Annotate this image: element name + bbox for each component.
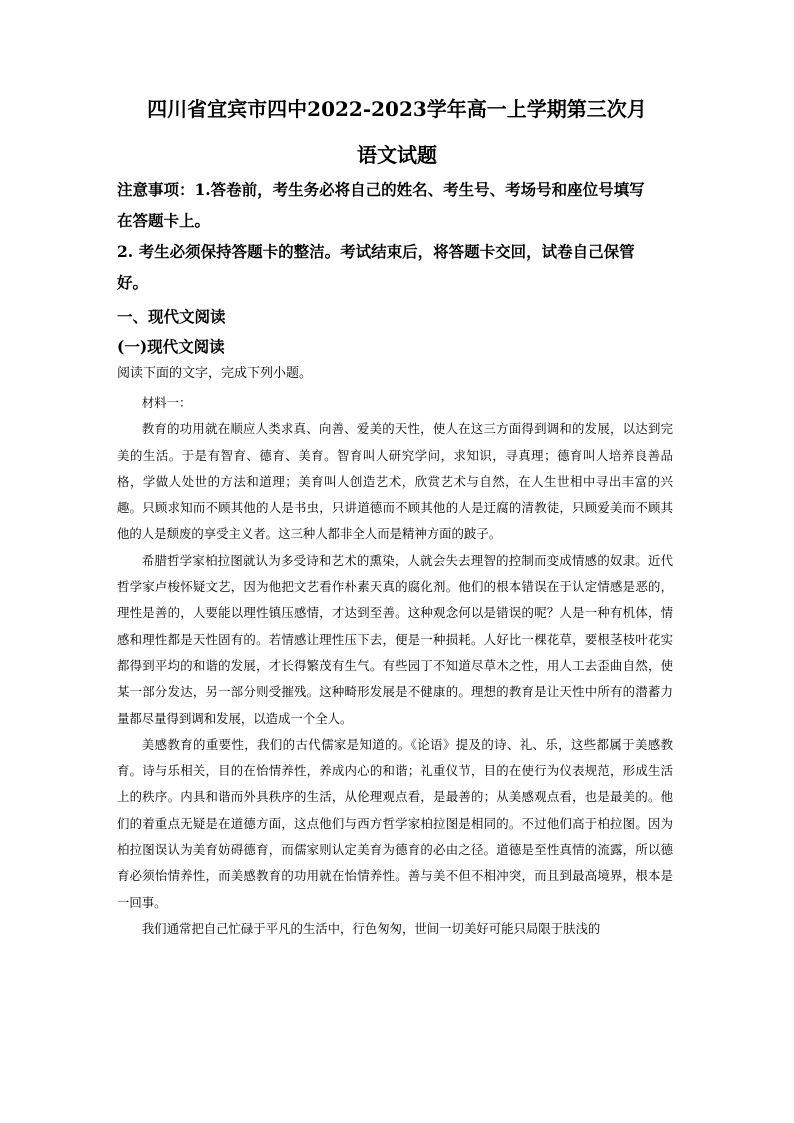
reading-instruction: 阅读下面的文字，完成下列小题。: [117, 366, 313, 381]
notice-line: 注意事项：1.答卷前，考生务必将自己的姓名、考生号、考场号和座位号填写: [117, 180, 645, 199]
subsection-heading: (一)现代文阅读: [117, 337, 225, 356]
paragraph: 美感教育的重要性，我们的古代儒家是知道的。《论语》提及的诗、礼、乐，这些都属于美感教育。诗与乐相关，目的在怡情养性，养成内心的和谐；礼重仪节，目的在使行为仪表规范，形成生活上的秩序。内具和谐而外具秩序的生活，从伦理观点看，是最善的；从美感观点看，也是最美的。他们的着重点无疑是在道德方面，这点他们与西方哲学家柏拉图是相同的。不过他们高于柏拉图。因为柏拉图误认为美育妨碍德育，而儒家则认定美育为德育的必由之径。道德是至性真情的流露，所以德育必须怡情养性，而美感教育的功用就在怡情养性。善与美不但不相冲突，而且到最高境界，根本是一回事。: [117, 736, 673, 910]
notice-line: 好。: [117, 273, 149, 292]
exam-notice: [117, 174, 687, 298]
reading-material: [117, 390, 673, 942]
paragraph: 我们通常把自己忙碌于平凡的生活中，行色匆匆，世间一切美好可能只局限于肤浅的: [141, 920, 601, 936]
material-label: 材料一：: [141, 395, 192, 410]
notice-line: 在答题卡上。: [117, 211, 211, 230]
paragraph: 希腊哲学家柏拉图就认为多受诗和艺术的熏染，人就会失去理智的控制而变成情感的奴隶。近代哲学家卢梭怀疑文艺，因为他把文艺看作朴素天真的腐化剂。他们的根本错误在于认定情感是恶的，理性是善的，人要能以理性镇压感情，才达到至善。这种观念何以是错误的呢？人是一种有机体，情感和理性都是天性固有的。若情感让理性压下去，便是一种损耗。人好比一棵花草，要根茎枝叶花实都得到平均的和谐的发展，才长得繁茂有生气。有些园丁不知道尽草木之性，用人工去歪曲自然，使某一部分发达，另一部分则受摧残。这种畸形发展是不健康的。理想的教育是让天性中所有的潜蓄力量都尽量得到调和发展，以造成一个全人。: [117, 552, 673, 726]
paragraph: 教育的功用就在顺应人类求真、向善、爱美的天性，使人在这三方面得到调和的发展，以达到完美的生活。于是有智育、德育、美育。智育叫人研究学问，求知识，寻真理；德育叫人培养良善品格，学做人处世的方法和道理；美育叫人创造艺术，欣赏艺术与自然，在人生世相中寻出丰富的兴趣。只顾求知而不顾其他的人是书虫，只讲道德而不顾其他的人是迂腐的清教徒，只顾爱美而不顾其他的人是颓废的享受主义者。这三种人都非全人而是精神方面的跛子。: [117, 421, 673, 542]
document-title: 四川省宜宾市四中2022-2023学年高一上学期第三次月: [147, 97, 647, 121]
section-heading: 一、现代文阅读: [117, 307, 226, 326]
notice-line: 2. 考生必须保持答题卡的整洁。考试结束后，将答题卡交回，试卷自己保管: [117, 242, 635, 261]
document-subtitle: 语文试题: [357, 143, 437, 167]
